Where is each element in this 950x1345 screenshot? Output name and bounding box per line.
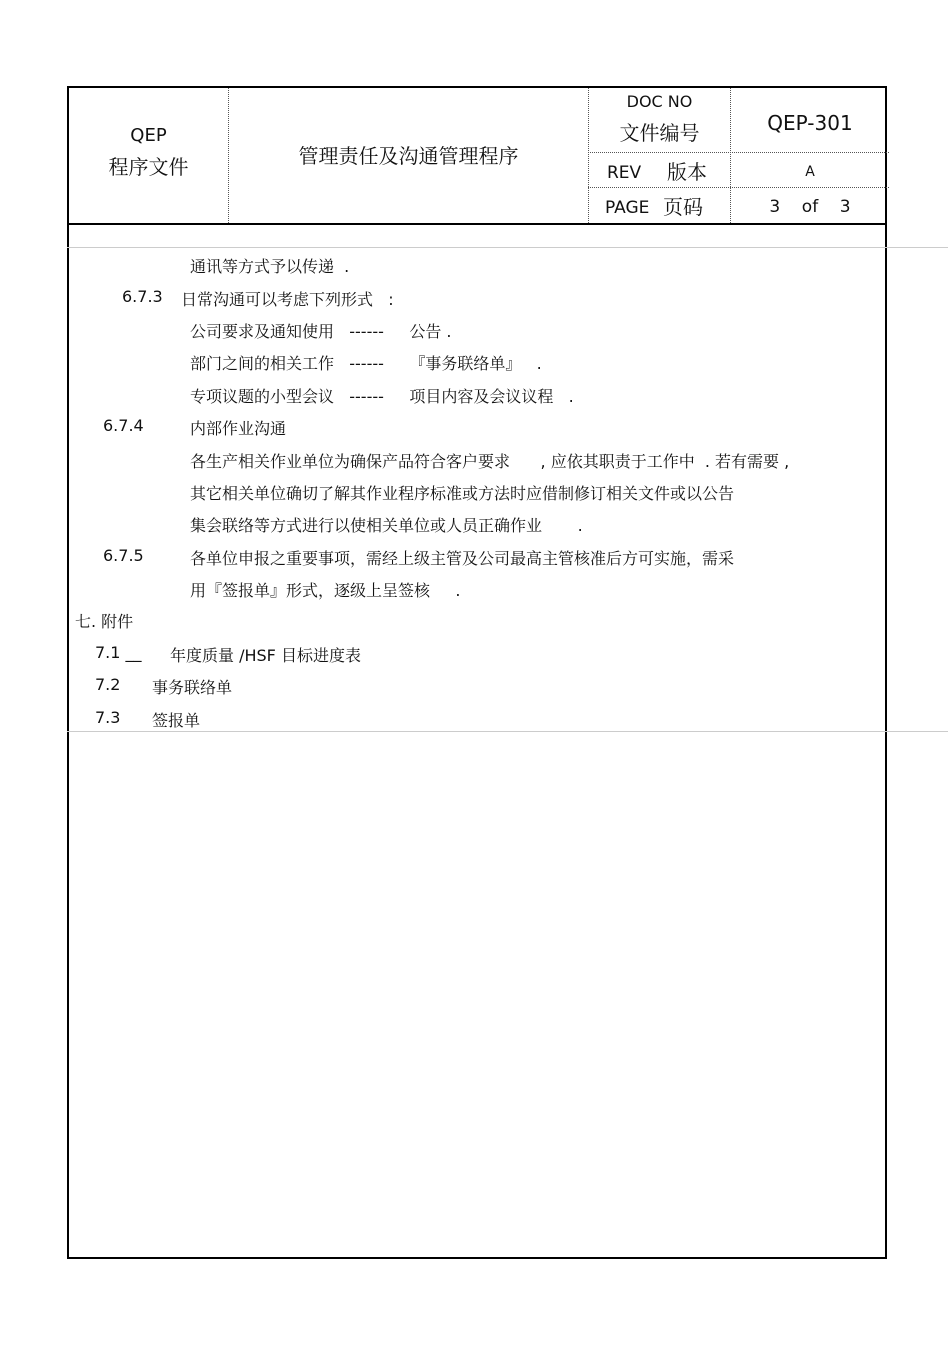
page-label-en: PAGE xyxy=(605,198,650,218)
document-title: 管理责任及沟通管理程序 xyxy=(298,144,519,168)
body-line: 部门之间的相关工作 ------ 『事务联络单』 . xyxy=(190,354,542,373)
body-line: 其它相关单位确切了解其作业程序标准或方法时应借制修订相关文件或以公告 xyxy=(190,484,735,503)
section-rule xyxy=(67,247,948,248)
header-row-divider xyxy=(588,152,889,153)
item-number: 7.3 xyxy=(95,708,121,727)
item-number: 6.7.5 xyxy=(103,546,144,565)
body-line: 专项议题的小型会议 ------ 项目内容及会议议程 . xyxy=(190,387,574,406)
item-number: 7.2 xyxy=(95,675,121,694)
document-header xyxy=(69,88,885,225)
page-label-cn: 页码 xyxy=(663,195,703,219)
attachment-item: 签报单 xyxy=(152,711,201,730)
section-heading: 七. 附件 xyxy=(75,612,134,631)
company-name: QEP xyxy=(130,125,167,146)
document-type: 程序文件 xyxy=(108,155,189,179)
rev-label-cn: 版本 xyxy=(667,160,707,184)
rev-value: A xyxy=(805,164,815,180)
attachment-item: 年度质量 /HSF 目标进度表 xyxy=(170,646,361,665)
doc-no-label-cn: 文件编号 xyxy=(619,121,700,145)
body-line: 各生产相关作业单位为确保产品符合客户要求 , 应依其职责于工作中 . 若有需要 , xyxy=(190,452,790,471)
item-heading: 日常沟通可以考虑下列形式 : xyxy=(181,290,394,309)
item-heading: 各单位申报之重要事项，需经上级主管及公司最高主管核准后方可实施，需采 xyxy=(190,549,735,568)
rev-label-en: REV xyxy=(607,163,642,183)
item-heading: 内部作业沟通 xyxy=(190,419,287,438)
item-number: 7.1 __ xyxy=(95,643,142,662)
item-number: 6.7.4 xyxy=(103,416,144,435)
item-number: 6.7.3 xyxy=(122,287,163,306)
body-line: 公司要求及通知使用 ------ 公告 . xyxy=(190,322,452,341)
section-rule xyxy=(67,731,948,732)
doc-no-label-en: DOC NO xyxy=(626,92,693,111)
page-value: 3 of 3 xyxy=(769,197,851,217)
doc-no-value: QEP-301 xyxy=(767,111,853,135)
body-line: 通讯等方式予以传递 . xyxy=(190,257,350,276)
header-row-divider xyxy=(588,187,889,188)
body-line: 用『签报单』形式，逐级上呈签核 . xyxy=(190,581,461,600)
body-line: 集会联络等方式进行以使相关单位或人员正确作业 . xyxy=(190,516,583,535)
attachment-item: 事务联络单 xyxy=(152,678,233,697)
